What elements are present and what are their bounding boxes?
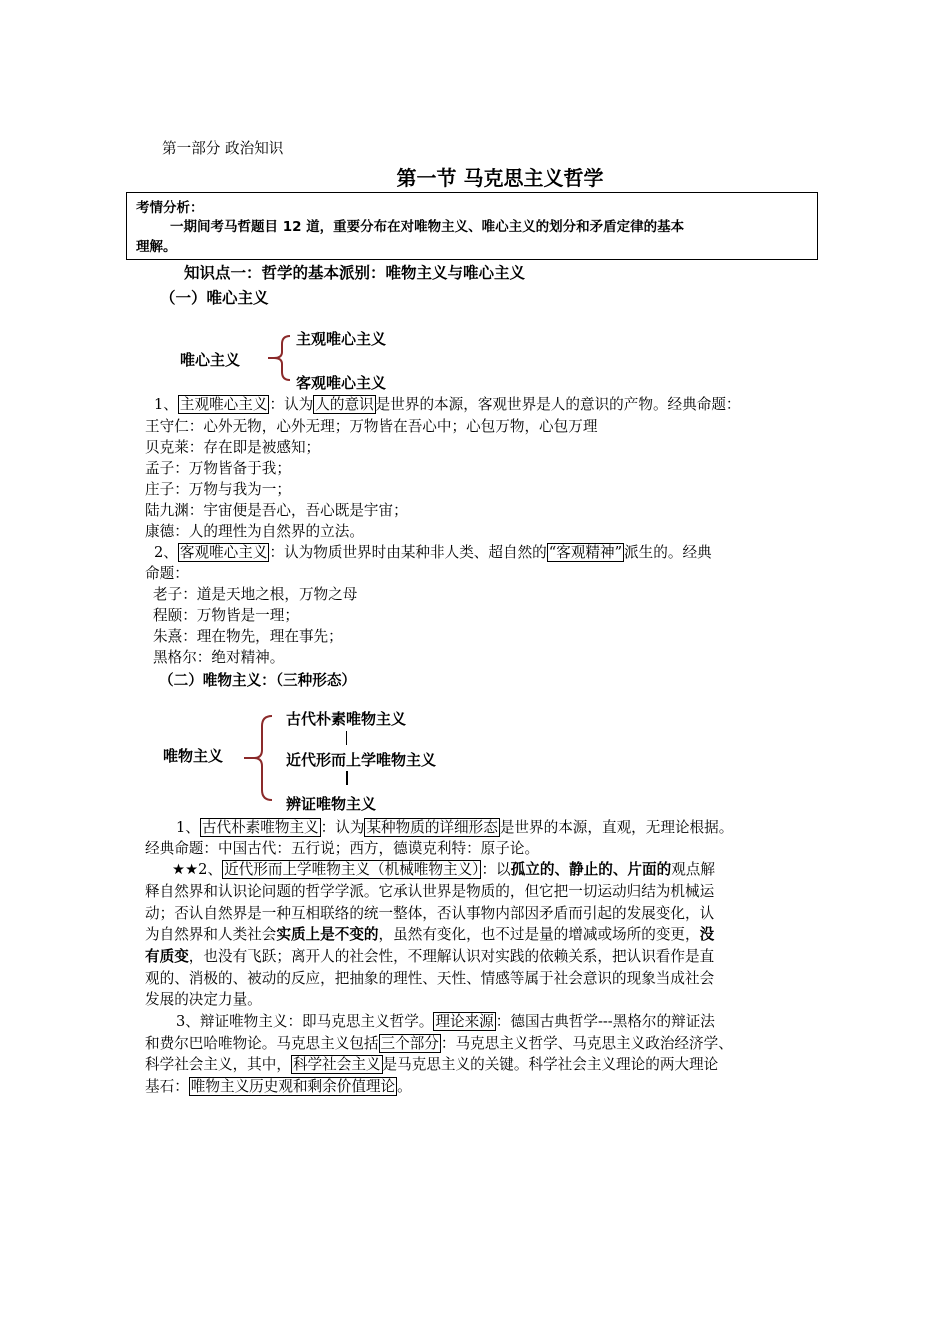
materialism-p3-line3b: 是马克思主义的关键。科学社会主义理论的两大理论 (382, 1056, 719, 1073)
materialism-p3-line4 (145, 1077, 412, 1097)
knowledge-point-heading: 知识点一：哲学的基本派别：唯物主义与唯心主义 (184, 264, 526, 282)
idealism-p2-example: 程颐：万物皆是一理； (153, 607, 299, 624)
idealism-p1-example: 康德：人的理性为自然界的立法。 (145, 523, 364, 540)
materialism-p2-bold: 孤立的、静止的、片面的 (510, 861, 672, 878)
idealism-p2-example: 朱熹：理在物先，理在事先； (153, 628, 343, 645)
key-material-form: 某种物质的详细形态 (366, 819, 498, 836)
materialism-p2-num: 2、 (198, 861, 223, 878)
materialism-p3-line2a: 和费尔巴哈唯物论。马克思主义包括 (145, 1035, 379, 1052)
idealism-p2-num: 2、 (154, 544, 178, 561)
key-two-cornerstones: 唯物主义历史观和剩余价值理论 (190, 1078, 396, 1095)
idealism-p1-example: 庄子：万物与我为一； (145, 481, 291, 498)
analysis-label: 考情分析： (136, 200, 204, 216)
idealism-p1-example: 孟子：万物皆备于我； (145, 460, 291, 477)
materialism-p3-line2 (145, 1034, 733, 1054)
analysis-box (126, 192, 818, 260)
analysis-text-1: 一期间考马哲题目 12 道，重要分布在对唯物主义、唯心主义的划分和矛盾定律的基本 (170, 219, 685, 235)
materialism-diagram-root: 唯物主义 (163, 747, 224, 765)
idealism-p2-example: 老子：道是天地之根，万物之母 (153, 586, 358, 603)
materialism-p1-line1 (176, 818, 733, 838)
idealism-heading: （一）唯心主义 (160, 289, 269, 307)
idealism-p1-num: 1、 (154, 396, 178, 413)
idealism-p1-example: 陆九渊：宇宙便是吾心，吾心既是宇宙； (145, 502, 408, 519)
key-human-consciousness: 人的意识 (315, 396, 374, 413)
materialism-p2-line5b: ，也没有飞跃；离开人的社会性，不理解认识对实践的依赖关系，把认识看作是直 (188, 948, 715, 965)
idealism-p2-line1 (154, 543, 712, 563)
materialism-p1-a: ：认为 (320, 819, 365, 836)
materialism-p2-b2: 观点解 (671, 861, 715, 878)
materialism-brace-icon (242, 710, 276, 806)
materialism-p3-line3 (145, 1055, 718, 1075)
materialism-p3-a: 3、辩证唯物主义：即马克思主义哲学。 (176, 1013, 434, 1030)
idealism-p1-b: 是世界的本源，客观世界是人的意识的产物。经典命题： (375, 396, 741, 413)
term-objective-idealism: 客观唯心主义 (179, 544, 268, 561)
idealism-p2-line2: 命题： (145, 565, 189, 582)
star-icon: ★★ (172, 861, 199, 878)
materialism-p3-line4a: 基石： (145, 1078, 189, 1095)
materialism-p2-line4c: ，虽然有变化，也不过是量的增减或场所的变更， (378, 926, 700, 943)
key-theory-source: 理论来源 (435, 1013, 494, 1030)
key-objective-spirit: “客观精神” (548, 544, 623, 561)
materialism-p3-b: ：德国古典哲学---黑格尔的辩证法 (495, 1013, 715, 1030)
connector-line (346, 731, 347, 745)
term-ancient-materialism: 古代朴素唯物主义 (201, 819, 319, 836)
materialism-p1-b: 是世界的本源，直观，无理论根据。 (499, 819, 734, 836)
materialism-p3-line4b: 。 (397, 1078, 412, 1095)
key-scientific-socialism: 科学社会主义 (292, 1056, 381, 1073)
connector-line (346, 771, 348, 785)
materialism-p1-line2: 经典命题：中国古代：五行说；西方，德谟克利特：原子论。 (145, 840, 540, 857)
materialism-p3-line1 (176, 1012, 715, 1032)
part-label: 第一部分 政治知识 (162, 140, 284, 157)
analysis-text-2: 理解。 (136, 239, 177, 255)
materialism-p2-line4b: 实质上是不变的 (276, 926, 379, 943)
materialism-p2-line2: 释自然界和认识论问题的哲学学派。它承认世界是物质的，但它把一切运动归结为机械运 (145, 883, 715, 900)
materialism-p2-line7: 发展的决定力量。 (145, 991, 262, 1008)
materialism-p2-line1 (172, 860, 715, 880)
idealism-brace-icon (268, 330, 298, 386)
idealism-p2-b: 派生的。经典 (624, 544, 712, 561)
materialism-p2-line4d: 没 (699, 926, 715, 943)
page-title: 第一节 马克思主义哲学 (396, 166, 604, 190)
materialism-p2-a: ：以 (481, 861, 511, 878)
materialism-p2-line6: 观的、消极的、被动的反应，把抽象的理性、天性、情感等属于社会意识的现象当成社会 (145, 970, 715, 987)
idealism-p1-example: 贝克莱：存在即是被感知； (145, 439, 321, 456)
materialism-diagram-branch3: 辨证唯物主义 (286, 795, 377, 813)
term-metaphysical-materialism: 近代形而上学唯物主义（机械唯物主义） (224, 861, 480, 878)
materialism-p2-line5a: 有质变 (145, 948, 189, 965)
idealism-diagram-branch2: 客观唯心主义 (296, 374, 387, 392)
materialism-heading: （二）唯物主义：（三种形态） (159, 672, 357, 689)
materialism-p1-num: 1、 (176, 819, 200, 836)
term-subjective-idealism: 主观唯心主义 (179, 396, 268, 413)
materialism-diagram-branch2: 近代形而上学唯物主义 (286, 751, 437, 769)
materialism-p2-line4 (145, 925, 714, 945)
key-three-parts: 三个部分 (380, 1035, 439, 1052)
materialism-p2-line3: 动；否认自然界是一种互相联络的统一整体，否认事物内部因矛盾而引起的发展变化，认 (145, 905, 715, 922)
idealism-p2-a: ：认为物质世界时由某种非人类、超自然的 (269, 544, 547, 561)
idealism-diagram-branch1: 主观唯心主义 (296, 330, 387, 348)
materialism-diagram-branch1: 古代朴素唯物主义 (286, 710, 407, 728)
materialism-p3-line2b: ：马克思主义哲学、马克思主义政治经济学、 (440, 1035, 733, 1052)
materialism-p2-line4a: 为自然界和人类社会 (145, 926, 277, 943)
idealism-p1-line1 (154, 395, 741, 415)
idealism-diagram-root: 唯心主义 (180, 351, 241, 369)
idealism-p1-example: 王守仁：心外无物，心外无理；万物皆在吾心中；心包万物，心包万理 (145, 418, 598, 435)
idealism-p1-a: ：认为 (269, 396, 314, 413)
materialism-p2-line5 (145, 947, 714, 967)
materialism-p3-line3a: 科学社会主义，其中， (145, 1056, 291, 1073)
idealism-p2-example: 黑格尔：绝对精神。 (153, 649, 285, 666)
